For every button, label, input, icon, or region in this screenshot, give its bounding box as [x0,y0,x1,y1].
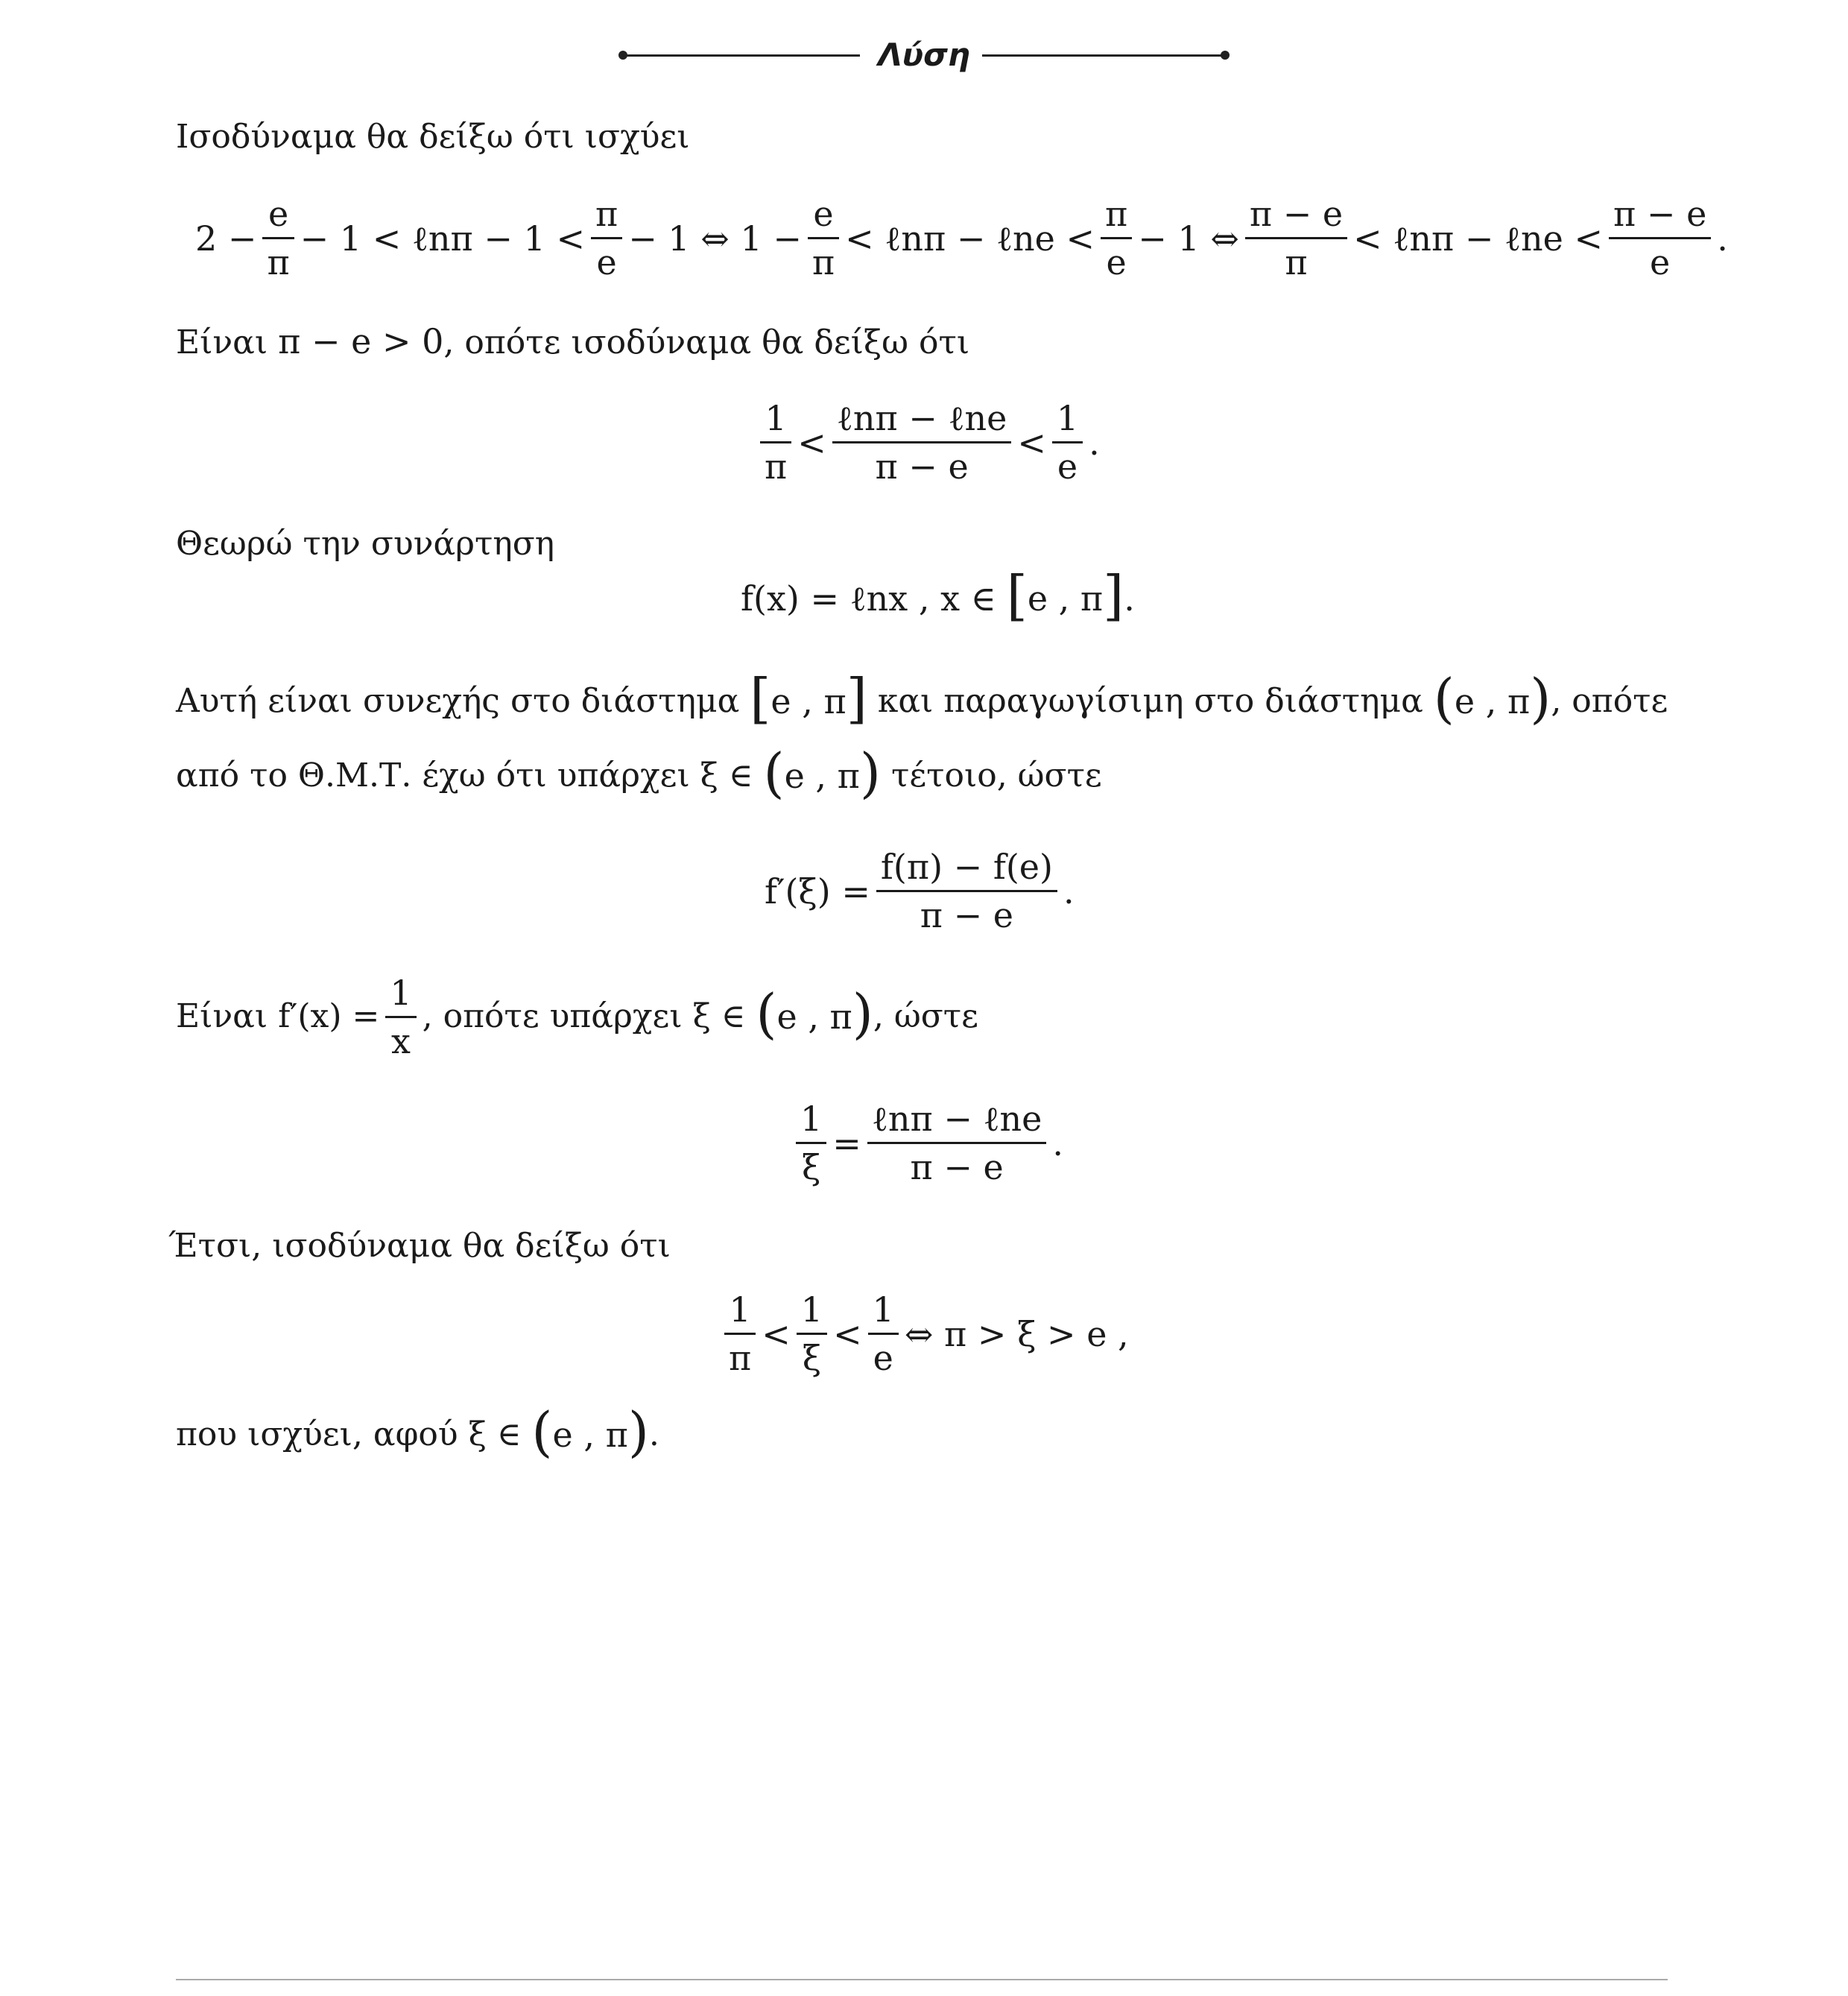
numerator: 1 [1056,398,1079,438]
equation-4 [765,844,1075,938]
p4-text-c: , οπότε [1551,682,1668,720]
eq3-interval: e , π [1027,578,1104,619]
eq4-period: . [1063,871,1075,912]
denominator: π − e [920,895,1014,935]
equation-5 [790,1096,1063,1190]
p8-right-paren: ) [627,1400,649,1463]
p5-text-b: τέτοιο, ώστε [890,757,1102,795]
numerator: ℓnπ − ℓne [871,1099,1042,1139]
p4-left-paren: ( [1433,667,1455,730]
eq2-less-than-1: < [797,422,826,463]
eq6-fraction-2 [797,1286,827,1381]
p4-text-b: και παραγωγίσιμη στο διάστημα [877,682,1423,720]
p6-left-paren: ( [756,982,777,1045]
eq6-equivalence: ⇔ π > ξ > e , [904,1313,1129,1354]
paragraph-5 [176,742,1102,804]
paragraph-2 [176,319,969,365]
eq6-fraction-1 [724,1286,756,1381]
eq1-term-5: − 1 ⇔ [1138,218,1239,259]
p6-fraction [385,970,416,1064]
eq1-fraction-2 [591,191,622,285]
equation-2 [754,395,1100,490]
eq1-term-3: − 1 ⇔ 1 − [628,218,802,259]
p4-interval-closed: e , π [770,681,847,721]
numerator: e [813,194,834,234]
eq6-less-than-2: < [833,1313,862,1354]
paragraph-6 [176,969,978,1064]
p8-text-a: που ισχύει, αφού ξ ∈ [176,1415,522,1453]
eq2-fraction-3 [1052,395,1083,490]
p8-period: . [648,1415,659,1453]
paragraph-1: Ισοδύναμα θα δείξω ότι ισχύει [176,118,690,156]
denominator: π − e [875,446,969,487]
numerator: 1 [390,972,412,1013]
numerator: π − e [1249,194,1344,234]
numerator: 1 [872,1289,894,1330]
p4-right-paren: ) [1530,667,1551,730]
numerator: 1 [765,398,787,438]
eq1-fraction-6 [1609,191,1711,285]
denominator: π [811,242,835,282]
section-title: Λύση [878,37,970,73]
denominator: π [267,242,290,282]
p6-text-b: , οπότε υπάρχει ξ ∈ [422,997,746,1035]
equation-3 [741,564,1135,627]
paragraph-7: Έτσι, ισοδύναμα θα δείξω ότι [168,1227,671,1265]
p5-left-paren: ( [763,742,785,804]
p4-text-a: Αυτή είναι συνεχής στο διάστημα [176,682,740,720]
eq2-fraction-2 [832,395,1012,490]
eq5-fraction-1 [796,1096,826,1190]
eq1-term-4: < ℓnπ − ℓne < [845,218,1095,259]
eq6-less-than-1: < [762,1313,791,1354]
p4-right-bracket: ] [846,667,867,730]
numerator: f(π) − f(e) [880,847,1053,887]
eq6-fraction-3 [868,1286,899,1381]
denominator: ξ [801,1147,821,1187]
numerator: ℓnπ − ℓne [836,398,1007,438]
denominator: π [765,446,788,487]
denominator: e [873,1338,893,1378]
eq2-fraction-1 [760,395,791,490]
denominator: π [729,1338,752,1378]
denominator: e [1106,242,1127,282]
p6-text-c: , ώστε [873,997,978,1035]
eq1-period: . [1717,218,1728,259]
numerator: π [1105,194,1128,234]
numerator: 1 [800,1099,823,1139]
denominator: π − e [910,1147,1004,1187]
p8-interval: e , π [552,1415,628,1455]
eq3-period: . [1124,578,1135,619]
paragraph-3: Θεωρώ την συνάρτηση [176,525,555,563]
p5-interval: e , π [784,756,860,796]
eq2-less-than-2: < [1017,422,1046,463]
numerator: π − e [1613,194,1707,234]
header-right-rule [982,54,1225,57]
equation-6 [718,1286,1129,1381]
eq2-period: . [1089,422,1100,463]
eq5-equals: = [832,1122,861,1163]
eq1-term-6: < ℓnπ − ℓne < [1353,218,1604,259]
paragraph-4 [176,667,1668,730]
eq1-fraction-5 [1245,191,1347,285]
p8-left-paren: ( [531,1400,553,1463]
eq1-fraction-3 [808,191,839,285]
denominator: x [391,1020,411,1061]
p6-interval: e , π [776,997,852,1037]
paragraph-8 [176,1400,659,1463]
eq5-fraction-2 [867,1096,1047,1190]
denominator: π [1285,242,1308,282]
footer-rule [176,1979,1668,1980]
numerator: 1 [729,1289,751,1330]
eq3-left-bracket: [ [1006,564,1028,627]
denominator: e [1650,242,1671,282]
numerator: 1 [800,1289,823,1330]
eq3-function-def: f(x) = ℓnx , x ∈ [741,578,996,619]
eq1-fraction-1 [262,191,294,285]
denominator: ξ [802,1338,822,1378]
eq4-derivative: f′(ξ) = [765,871,870,912]
eq1-term-1: 2 − [195,218,257,259]
p4-left-bracket: [ [750,667,771,730]
denominator: e [596,242,617,282]
p2-inline-math: π − e > 0 [278,321,444,361]
eq1-term-2: − 1 < ℓnπ − 1 < [300,218,586,259]
p4-interval-open: e , π [1454,681,1531,721]
p2-text-b: , οπότε ισοδύναμα θα δείξω ότι [443,323,970,361]
equation-1 [195,191,1728,285]
denominator: e [1057,446,1078,487]
eq5-period: . [1052,1122,1064,1163]
p5-text-a: από το Θ.Μ.Τ. έχω ότι υπάρχει ξ ∈ [176,757,753,795]
header-right-dot [1221,51,1230,60]
eq4-fraction [876,844,1057,938]
numerator: π [595,194,618,234]
eq3-right-bracket: ] [1103,564,1124,627]
section-header [618,33,1230,78]
p5-right-paren: ) [859,742,881,804]
p6-right-paren: ) [852,982,873,1045]
numerator: e [268,194,289,234]
p2-text-a: Είναι [176,323,268,361]
p6-text-a: Είναι f′(x) = [176,997,380,1035]
eq1-fraction-4 [1101,191,1132,285]
